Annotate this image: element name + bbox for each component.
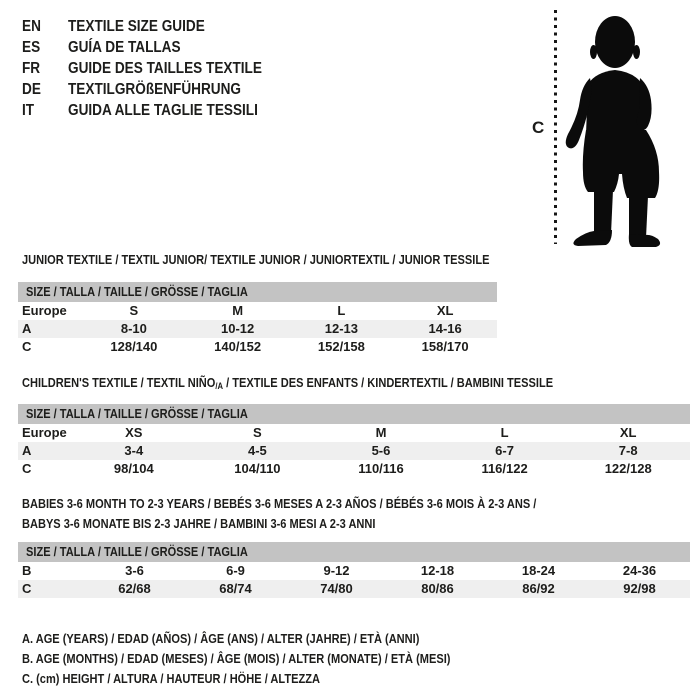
children-title-post: / TEXTILE DES ENFANTS / KINDERTEXTIL / BAMBINI TESSILE — [223, 375, 554, 390]
note-age-years-text: A. AGE (YEARS) / EDAD (AÑOS) / ÂGE (ANS) / ALTER (JAHRE) / ETÀ (ANNI) — [22, 631, 420, 646]
row-label-cell: C — [22, 339, 32, 354]
value-cell: M — [232, 303, 244, 318]
value-cell: XL — [436, 303, 454, 318]
children-table-title — [22, 376, 647, 391]
value-cell: 116/122 — [481, 461, 528, 476]
row-label-cell: A — [22, 443, 32, 458]
height-measure-label: C — [532, 118, 545, 137]
note-age-months — [22, 649, 526, 669]
language-code: FR — [22, 60, 41, 77]
value-cell: XS — [125, 425, 143, 440]
value-cell: 5-6 — [371, 443, 391, 458]
value-cell: 122/128 — [604, 461, 652, 476]
value-cell: 158/170 — [421, 339, 469, 354]
value-cell: L — [500, 425, 509, 440]
value-cell: 6-9 — [226, 563, 245, 578]
note-age-months-text: B. AGE (MONTHS) / EDAD (MESES) / ÂGE (MOIS) / ALTER (MONATE) / ETÀ (MESI) — [22, 651, 451, 666]
value-cell: 98/104 — [113, 461, 154, 476]
value-cell: 10-12 — [221, 321, 255, 336]
children-title-pre: CHILDREN'S TEXTILE / TEXTIL NIÑO — [22, 375, 216, 390]
size-header-bar — [18, 282, 497, 302]
size-header-text: SIZE / TALLA / TAILLE / GRÖSSE / TAGLIA — [26, 544, 248, 559]
note-height-cm-text: C. (cm) HEIGHT / ALTURA / HAUTEUR / HÖHE / ALTEZZA — [22, 671, 320, 686]
value-cell: 152/158 — [317, 339, 365, 354]
table-row — [18, 580, 690, 598]
value-cell: 86/92 — [522, 581, 555, 596]
value-cell: 6-7 — [495, 443, 514, 458]
table-row — [18, 424, 690, 442]
value-cell: 7-8 — [618, 443, 638, 458]
junior-table-title — [22, 253, 572, 267]
children-size-table — [18, 404, 690, 478]
table-row — [18, 562, 690, 580]
row-label-cell: Europe — [22, 425, 67, 440]
value-cell: XL — [619, 425, 637, 440]
value-cell: 62/68 — [118, 581, 151, 596]
value-cell: 8-10 — [120, 321, 147, 336]
row-label-cell: C — [22, 581, 32, 596]
value-cell: 68/74 — [219, 581, 252, 596]
value-cell: 3-4 — [124, 443, 144, 458]
note-height-cm — [22, 669, 526, 689]
children-table-title-text — [22, 376, 553, 391]
junior-size-table — [18, 282, 497, 356]
language-label: GUIDE DES TAILLES TEXTILE — [68, 60, 262, 77]
value-cell: 110/116 — [358, 461, 404, 476]
language-code: ES — [22, 39, 41, 56]
row-label-cell: B — [22, 563, 32, 578]
size-header-bar — [18, 404, 690, 424]
value-cell: 74/80 — [320, 581, 353, 596]
table-row — [18, 302, 497, 320]
value-cell: 4-5 — [247, 443, 267, 458]
value-cell: 9-12 — [323, 563, 350, 578]
children-title-sub: /A — [215, 381, 224, 391]
size-header-text: SIZE / TALLA / TAILLE / GRÖSSE / TAGLIA — [26, 406, 248, 421]
language-code: DE — [22, 81, 41, 98]
note-age-years — [22, 629, 526, 649]
value-cell: 14-16 — [428, 321, 462, 336]
language-label: TEXTILGRÖßENFÜHRUNG — [68, 81, 242, 98]
language-label: TEXTILE SIZE GUIDE — [68, 18, 205, 35]
size-header-text: SIZE / TALLA / TAILLE / GRÖSSE / TAGLIA — [26, 284, 248, 299]
language-label: GUIDA ALLE TAGLIE TESSILI — [68, 102, 258, 119]
language-code: IT — [22, 102, 35, 119]
value-cell: 12-18 — [420, 563, 455, 578]
babies-title-line2: BABYS 3-6 MONATE BIS 2-3 JAHRE / BAMBINI 3-6 MESI A 2-3 ANNI — [22, 516, 376, 531]
row-label-cell: Europe — [22, 303, 67, 318]
language-label: GUÍA DE TALLAS — [68, 39, 181, 56]
value-cell: 18-24 — [521, 563, 556, 578]
value-cell: S — [129, 303, 139, 318]
value-cell: 128/140 — [110, 339, 158, 354]
value-cell: 92/98 — [623, 581, 656, 596]
value-cell: L — [337, 303, 346, 318]
size-header-bar — [18, 542, 690, 562]
footnotes — [22, 629, 526, 689]
value-cell: 104/110 — [234, 461, 281, 476]
babies-title-line1: BABIES 3-6 MONTH TO 2-3 YEARS / BEBÉS 3-6 MESES A 2-3 AÑOS / BÉBÉS 3-6 MOIS À 2-3 ANS / — [22, 496, 537, 511]
value-cell: 24-36 — [622, 563, 657, 578]
toddler-silhouette-icon — [556, 6, 666, 248]
row-label-cell: A — [22, 321, 32, 336]
value-cell: S — [253, 425, 262, 440]
table-row — [18, 320, 497, 338]
table-row — [18, 460, 690, 478]
junior-table-title-text: JUNIOR TEXTILE / TEXTIL JUNIOR/ TEXTILE JUNIOR / JUNIORTEXTIL / JUNIOR TESSILE — [22, 252, 490, 267]
value-cell: 3-6 — [125, 563, 144, 578]
babies-table-title — [22, 494, 627, 534]
value-cell: M — [375, 425, 387, 440]
value-cell: 12-13 — [324, 321, 358, 336]
table-row — [18, 442, 690, 460]
language-code: EN — [22, 18, 41, 35]
value-cell: 140/152 — [214, 339, 262, 354]
row-label-cell: C — [22, 461, 32, 476]
value-cell: 80/86 — [421, 581, 454, 596]
babies-size-table — [18, 542, 690, 598]
table-row — [18, 338, 497, 356]
